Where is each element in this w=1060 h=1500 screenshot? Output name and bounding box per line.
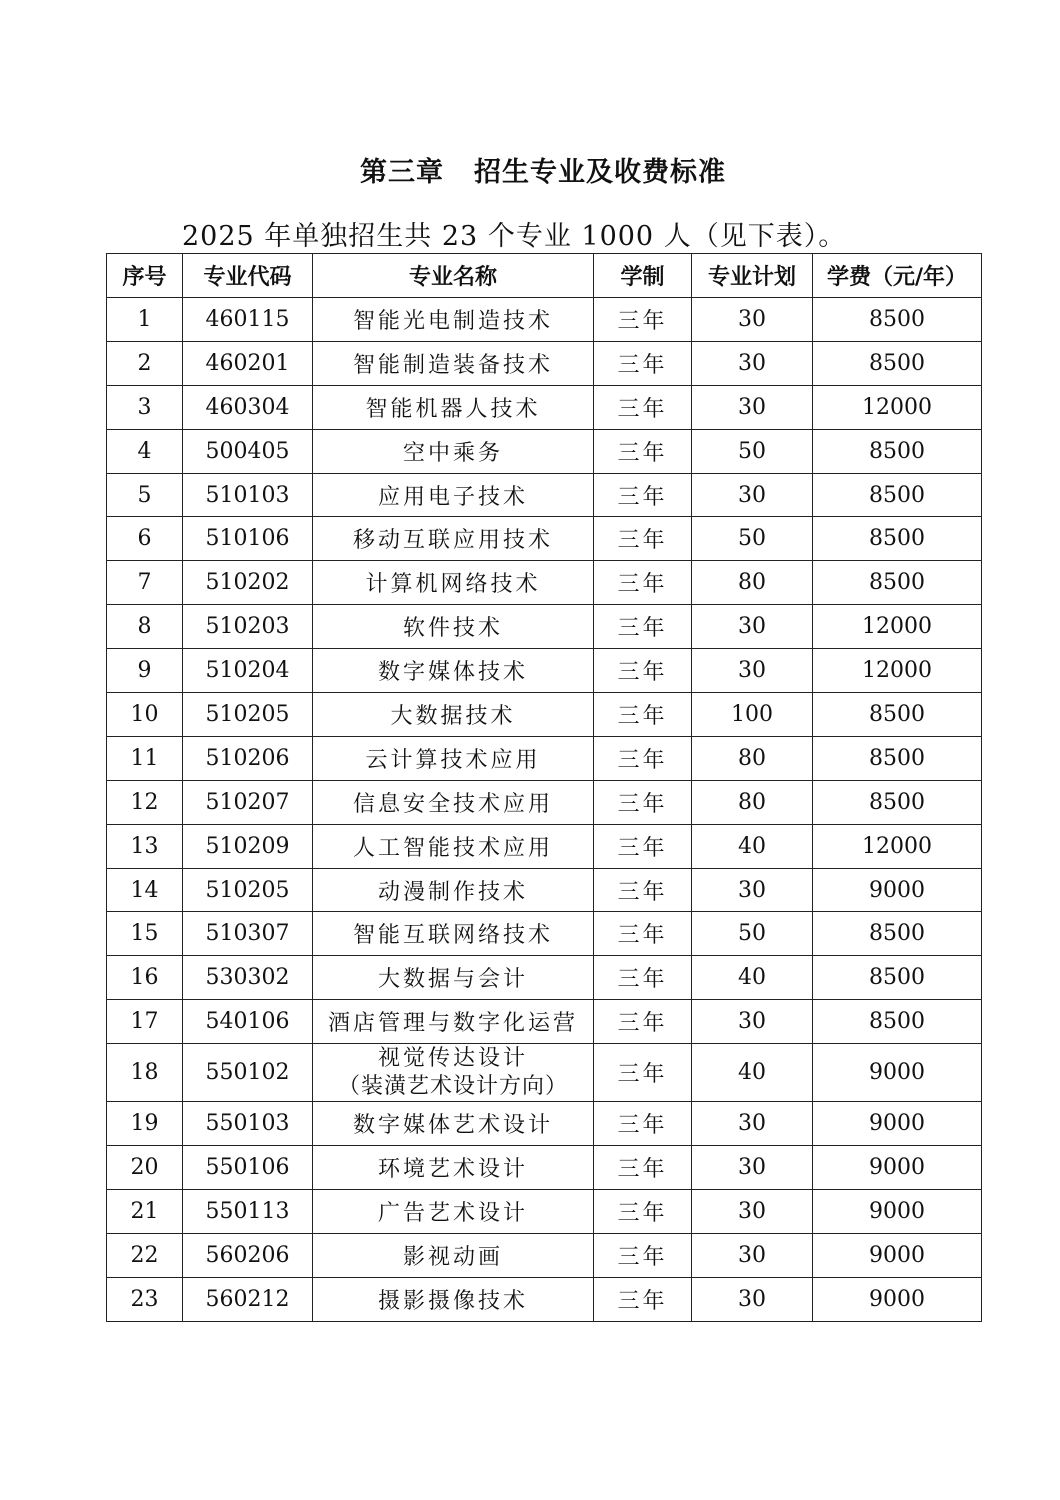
cell-code: 540106 (183, 1000, 313, 1044)
cell-name-line2: （装潢艺术设计方向） (337, 1073, 568, 1099)
cell-name: 软件技术 (313, 605, 594, 649)
cell-length: 三年 (594, 298, 692, 342)
cell-length: 三年 (594, 912, 692, 956)
table-row (107, 649, 982, 693)
table-row (107, 824, 982, 868)
table-header-row (107, 254, 982, 298)
cell-length: 三年 (594, 429, 692, 473)
cell-plan: 80 (692, 736, 813, 780)
cell-code: 510205 (183, 693, 313, 737)
cell-code: 510207 (183, 780, 313, 824)
cell-length: 三年 (594, 561, 692, 605)
cell-fee: 9000 (813, 1102, 982, 1146)
table-row (107, 473, 982, 517)
cell-name: 数字媒体技术 (313, 649, 594, 693)
cell-length: 三年 (594, 824, 692, 868)
cell-length: 三年 (594, 649, 692, 693)
cell-fee: 8500 (813, 517, 982, 561)
cell-code: 530302 (183, 956, 313, 1000)
cell-plan: 30 (692, 1102, 813, 1146)
cell-length: 三年 (594, 1044, 692, 1102)
cell-fee: 8500 (813, 561, 982, 605)
cell-no: 14 (107, 868, 183, 912)
cell-length: 三年 (594, 473, 692, 517)
cell-no: 1 (107, 298, 183, 342)
table-row (107, 605, 982, 649)
cell-no: 4 (107, 429, 183, 473)
cell-name: 应用电子技术 (313, 473, 594, 517)
cell-length: 三年 (594, 1277, 692, 1321)
chapter-label: 第三章 (360, 157, 444, 188)
cell-no: 9 (107, 649, 183, 693)
cell-code: 550103 (183, 1102, 313, 1146)
cell-code: 510203 (183, 605, 313, 649)
table-row (107, 956, 982, 1000)
cell-code: 510103 (183, 473, 313, 517)
cell-name: 空中乘务 (313, 429, 594, 473)
cell-code: 550106 (183, 1146, 313, 1190)
cell-plan: 30 (692, 473, 813, 517)
cell-code: 460304 (183, 385, 313, 429)
cell-plan: 30 (692, 298, 813, 342)
cell-length: 三年 (594, 736, 692, 780)
cell-no: 12 (107, 780, 183, 824)
cell-name: 智能机器人技术 (313, 385, 594, 429)
cell-plan: 30 (692, 649, 813, 693)
cell-name: 酒店管理与数字化运营 (313, 1000, 594, 1044)
cell-length: 三年 (594, 1233, 692, 1277)
cell-plan: 40 (692, 1044, 813, 1102)
table-row (107, 1146, 982, 1190)
majors-table (106, 253, 982, 1322)
cell-fee: 8500 (813, 912, 982, 956)
cell-fee: 8500 (813, 956, 982, 1000)
cell-code: 560206 (183, 1233, 313, 1277)
cell-length: 三年 (594, 780, 692, 824)
cell-length: 三年 (594, 1146, 692, 1190)
cell-no: 21 (107, 1189, 183, 1233)
cell-no: 16 (107, 956, 183, 1000)
cell-code: 460201 (183, 341, 313, 385)
cell-plan: 40 (692, 824, 813, 868)
cell-code: 510205 (183, 868, 313, 912)
cell-name: 移动互联应用技术 (313, 517, 594, 561)
table-row (107, 1102, 982, 1146)
cell-name: 计算机网络技术 (313, 561, 594, 605)
cell-length: 三年 (594, 1000, 692, 1044)
cell-code: 510307 (183, 912, 313, 956)
cell-fee: 9000 (813, 1189, 982, 1233)
cell-fee: 8500 (813, 429, 982, 473)
table-body (107, 298, 982, 1322)
cell-name: 智能光电制造技术 (313, 298, 594, 342)
cell-fee: 9000 (813, 1146, 982, 1190)
table-row (107, 736, 982, 780)
cell-name: 数字媒体艺术设计 (313, 1102, 594, 1146)
cell-plan: 50 (692, 429, 813, 473)
cell-no: 7 (107, 561, 183, 605)
cell-plan: 80 (692, 780, 813, 824)
cell-plan: 30 (692, 1146, 813, 1190)
cell-no: 8 (107, 605, 183, 649)
cell-fee: 9000 (813, 1233, 982, 1277)
cell-length: 三年 (594, 1102, 692, 1146)
cell-no: 20 (107, 1146, 183, 1190)
cell-no: 19 (107, 1102, 183, 1146)
table-row (107, 868, 982, 912)
table-row (107, 912, 982, 956)
cell-length: 三年 (594, 1189, 692, 1233)
cell-fee: 9000 (813, 1277, 982, 1321)
table-row (107, 1277, 982, 1321)
cell-code: 550113 (183, 1189, 313, 1233)
cell-plan: 30 (692, 605, 813, 649)
cell-code: 510106 (183, 517, 313, 561)
cell-name: 大数据与会计 (313, 956, 594, 1000)
cell-no: 18 (107, 1044, 183, 1102)
cell-name: 影视动画 (313, 1233, 594, 1277)
header-length: 学制 (594, 254, 692, 298)
cell-no: 2 (107, 341, 183, 385)
cell-code: 560212 (183, 1277, 313, 1321)
cell-code: 510206 (183, 736, 313, 780)
cell-plan: 80 (692, 561, 813, 605)
cell-code: 510202 (183, 561, 313, 605)
intro-paragraph: 2025 年单独招生共 23 个专业 1000 人（见下表）。 (182, 221, 847, 252)
cell-plan: 30 (692, 1277, 813, 1321)
cell-fee: 12000 (813, 824, 982, 868)
cell-fee: 8500 (813, 298, 982, 342)
cell-name: 智能互联网络技术 (313, 912, 594, 956)
cell-no: 22 (107, 1233, 183, 1277)
cell-name-line1: 视觉传达设计 (377, 1045, 528, 1071)
cell-plan: 30 (692, 1233, 813, 1277)
table-row (107, 341, 982, 385)
header-name: 专业名称 (313, 254, 594, 298)
table-row (107, 1189, 982, 1233)
cell-name: 人工智能技术应用 (313, 824, 594, 868)
cell-no: 17 (107, 1000, 183, 1044)
header-fee: 学费（元/年） (813, 254, 982, 298)
cell-fee: 8500 (813, 341, 982, 385)
table-row (107, 693, 982, 737)
cell-plan: 30 (692, 385, 813, 429)
cell-name: 摄影摄像技术 (313, 1277, 594, 1321)
table-row (107, 1233, 982, 1277)
cell-no: 10 (107, 693, 183, 737)
cell-plan: 30 (692, 868, 813, 912)
cell-fee: 8500 (813, 780, 982, 824)
cell-no: 23 (107, 1277, 183, 1321)
cell-fee: 12000 (813, 649, 982, 693)
cell-code: 460115 (183, 298, 313, 342)
chapter-heading: 招生专业及收费标准 (474, 157, 726, 188)
cell-fee: 8500 (813, 473, 982, 517)
header-plan: 专业计划 (692, 254, 813, 298)
cell-length: 三年 (594, 341, 692, 385)
cell-no: 5 (107, 473, 183, 517)
cell-code: 550102 (183, 1044, 313, 1102)
table-row (107, 561, 982, 605)
cell-fee: 8500 (813, 693, 982, 737)
cell-length: 三年 (594, 868, 692, 912)
cell-no: 6 (107, 517, 183, 561)
cell-plan: 30 (692, 1189, 813, 1233)
cell-name (313, 1044, 594, 1102)
cell-name: 大数据技术 (313, 693, 594, 737)
cell-code: 510209 (183, 824, 313, 868)
cell-length: 三年 (594, 693, 692, 737)
cell-plan: 30 (692, 341, 813, 385)
table-row (107, 780, 982, 824)
cell-plan: 50 (692, 517, 813, 561)
cell-no: 13 (107, 824, 183, 868)
header-code: 专业代码 (183, 254, 313, 298)
cell-plan: 100 (692, 693, 813, 737)
cell-name: 环境艺术设计 (313, 1146, 594, 1190)
cell-name: 广告艺术设计 (313, 1189, 594, 1233)
cell-fee: 9000 (813, 1044, 982, 1102)
cell-name: 云计算技术应用 (313, 736, 594, 780)
cell-fee: 9000 (813, 868, 982, 912)
cell-plan: 50 (692, 912, 813, 956)
cell-name: 动漫制作技术 (313, 868, 594, 912)
cell-name: 智能制造装备技术 (313, 341, 594, 385)
cell-plan: 30 (692, 1000, 813, 1044)
cell-name: 信息安全技术应用 (313, 780, 594, 824)
cell-fee: 8500 (813, 1000, 982, 1044)
cell-code: 510204 (183, 649, 313, 693)
cell-fee: 8500 (813, 736, 982, 780)
table-row (107, 385, 982, 429)
table-row (107, 429, 982, 473)
table-row (107, 1044, 982, 1102)
cell-no: 3 (107, 385, 183, 429)
page-title (0, 150, 1060, 189)
cell-code: 500405 (183, 429, 313, 473)
cell-fee: 12000 (813, 605, 982, 649)
cell-length: 三年 (594, 956, 692, 1000)
cell-length: 三年 (594, 605, 692, 649)
cell-length: 三年 (594, 517, 692, 561)
table-row (107, 517, 982, 561)
cell-fee: 12000 (813, 385, 982, 429)
cell-no: 15 (107, 912, 183, 956)
header-no: 序号 (107, 254, 183, 298)
cell-no: 11 (107, 736, 183, 780)
table-row (107, 1000, 982, 1044)
cell-plan: 40 (692, 956, 813, 1000)
cell-length: 三年 (594, 385, 692, 429)
table-row (107, 298, 982, 342)
